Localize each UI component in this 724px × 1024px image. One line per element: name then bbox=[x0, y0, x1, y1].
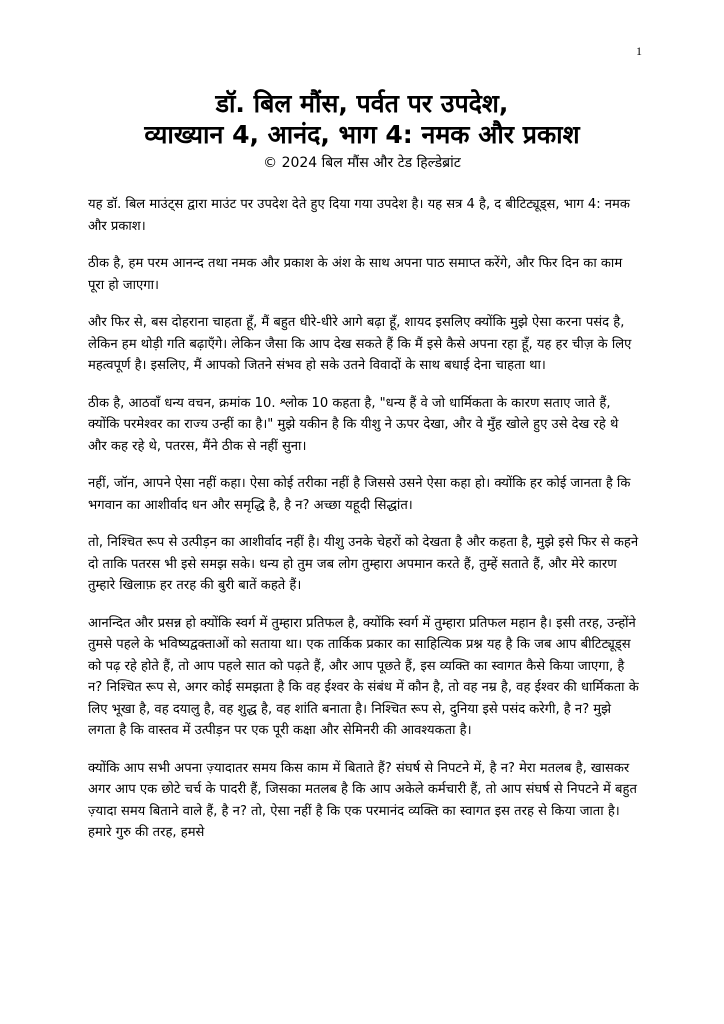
page-title bbox=[60, 88, 664, 150]
paragraph: और फिर से, बस दोहराना चाहता हूँ, मैं बहुत धीरे-धीरे आगे बढ़ा हूँ, शायद इसलिए क्योंकि मुझे ऐसा करना पसंद है, लेकिन हम थोड़ी गति बढ़ाएँगे। लेकिन जैसा कि आप देख सकते हैं कि मैं इसे कैसे अपना रहा हूँ, यह हर चीज़ के लिए महत्वपूर्ण है। इसलिए, मैं आपको जितने संभव हो सके उतने विवादों के साथ बधाई देना चाहता था। bbox=[88, 315, 632, 373]
paragraph: तो, निश्चित रूप से उत्पीड़न का आशीर्वाद नहीं है। यीशु उनके चेहरों को देखता है और कहता है, मुझे इसे फिर से कहने दो ताकि पतरस भी इसे समझ सके। धन्य हो तुम जब लोग तुम्हारा अपमान करते हैं, तुम्हें सताते हैं, और मेरे कारण तुम्हारे खिलाफ़ हर तरह की बुरी बातें कहते हैं। bbox=[88, 535, 639, 593]
paragraph: यह डॉ. बिल माउंट्स द्वारा माउंट पर उपदेश देते हुए दिया गया उपदेश है। यह सत्र 4 है, द बीटिट्यूड्स, भाग 4: नमक और प्रकाश। bbox=[88, 197, 630, 234]
page-number: 1 bbox=[636, 44, 642, 58]
paragraph: आनन्दित और प्रसन्न हो क्योंकि स्वर्ग में तुम्हारा प्रतिफल है, क्योंकि स्वर्ग में तुम्हारा प्रतिफल महान है। इसी तरह, उन्होंने तुमसे पहले के भविष्यद्वक्ताओं को सताया था। एक तार्किक प्रकार का साहित्यिक प्रश्न यह है कि जब आप बीटिट्यूड्स को पढ़ रहे होते हैं, तो आप पहले सात को पढ़ते हैं, और आप पूछते हैं, इस व्यक्ति का स्वागत कैसे किया जाएगा, है न? निश्चित रूप से, अगर कोई समझता है कि वह ईश्वर के संबंध में कौन है, तो वह नम्र है, वह ईश्वर की धार्मिकता के लिए भूखा है, वह दयालु है, वह शुद्ध है, वह शांति बनाता है। निश्चित रूप से, दुनिया इसे पसंद करेगी, है न? मुझे लगता है कि वास्तव में उत्पीड़न पर एक पूरी कक्षा और सेमिनरी की आवश्यकता है। bbox=[88, 615, 639, 738]
paragraph: ठीक है, आठवाँ धन्य वचन, क्रमांक 10. श्लोक 10 कहता है, "धन्य हैं वे जो धार्मिकता के कारण सताए जाते हैं, क्योंकि परमेश्वर का राज्य उन्हीं का है।" मुझे यकीन है कि यीशु ने ऊपर देखा, और वे मुँह खोले हुए उसे देख रहे थे और कह रहे थे, पतरस, मैंने ठीक से नहीं सुना। bbox=[88, 395, 619, 454]
title-line-1: डॉ. बिल मौंस, पर्वत पर उपदेश, bbox=[215, 89, 509, 118]
body-text bbox=[88, 194, 641, 860]
paragraph: क्योंकि आप सभी अपना ज़्यादातर समय किस काम में बिताते हैं? संघर्ष से निपटने में, है न? मेरा मतलब है, खासकर अगर आप एक छोटे चर्च के पादरी हैं, जिसका मतलब है कि आप अकेले कर्मचारी हैं, तो आप संघर्ष से निपटने में बहुत ज़्यादा समय बिताने वाले हैं, है न? तो, ऐसा नहीं है कि एक परमानंद व्यक्ति का स्वागत इस तरह से किया जाता है। हमारे गुरु की तरह, हमसे bbox=[88, 760, 637, 840]
paragraph: नहीं, जॉन, आपने ऐसा नहीं कहा। ऐसा कोई तरीका नहीं है जिससे उसने ऐसा कहा हो। क्योंकि हर कोई जानता है कि भगवान का आशीर्वाद धन और समृद्धि है, है न? अच्छा यहूदी सिद्धांत। bbox=[88, 476, 631, 513]
title-line-2: व्याख्यान 4, आनंद, भाग 4: नमक और प्रकाश bbox=[144, 120, 580, 149]
copyright-line: © 2024 बिल मौंस और टेड हिल्डेब्रांट bbox=[263, 155, 461, 171]
paragraph: ठीक है, हम परम आनन्द तथा नमक और प्रकाश के अंश के साथ अपना पाठ समाप्त करेंगे, और फिर दिन का काम पूरा हो जाएगा। bbox=[88, 256, 623, 293]
